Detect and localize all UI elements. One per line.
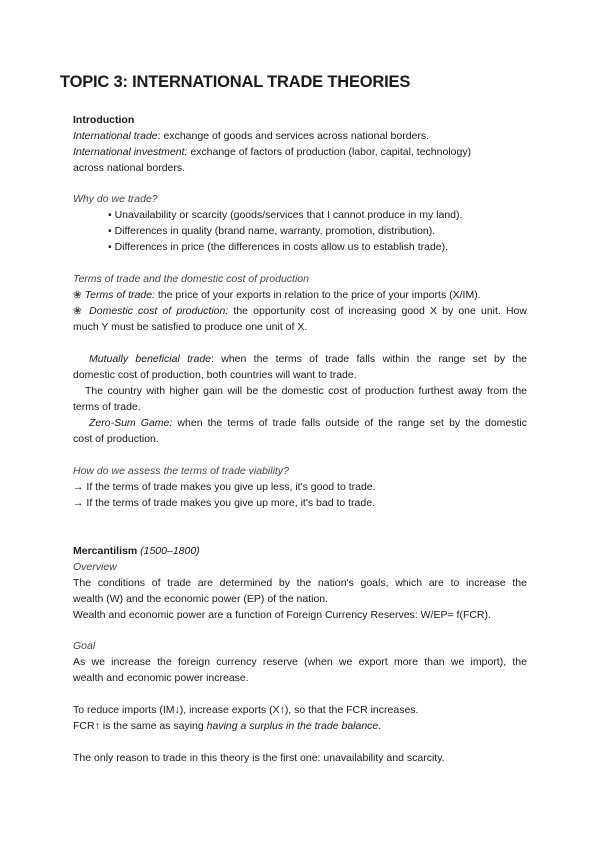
dcp-term: Domestic cost of production: xyxy=(89,305,229,317)
dcp-line xyxy=(73,305,527,318)
mercantilism-heading xyxy=(73,545,200,558)
why-bullet-2: • Differences in quality (brand name, warranty, promotion, distribution). xyxy=(108,225,436,237)
fcr-suffix: . xyxy=(378,720,382,732)
gain-line-2: terms of trade. xyxy=(73,401,141,413)
zero-sum-line-2: cost of production. xyxy=(73,433,159,445)
flower-bullet-icon: ❀ xyxy=(73,289,82,301)
investment-term: International investment: xyxy=(73,146,188,158)
overview-label: Overview xyxy=(73,561,117,573)
mercantilism-period: (1500–1800) xyxy=(137,545,200,557)
only-reason-line: The only reason to trade in this theory is the first one: unavailability and scarcity. xyxy=(73,752,445,764)
goal-label: Goal xyxy=(73,640,96,652)
tot-term: Terms of trade: xyxy=(84,289,155,301)
overview-line-1: The conditions of trade are determined by the nation's goals, which are to increase the xyxy=(73,577,527,589)
trade-definition: : exchange of goods and services across national borders. xyxy=(157,130,430,142)
investment-definition: exchange of factors of production (labor, capital, technology) xyxy=(187,146,472,158)
mutually-beneficial-line xyxy=(89,353,527,366)
fcr-italic: having a surplus in the trade balance xyxy=(206,720,379,732)
goal-line-1: As we increase the foreign currency reserve (when we export more than we import), the xyxy=(73,656,527,668)
flower-bullet-icon: ❀ xyxy=(73,305,85,317)
overview-line-2: wealth (W) and the economic power (EP) of the nation. xyxy=(73,593,329,605)
fcr-prefix: FCR↑ is the same as saying xyxy=(73,720,207,732)
zs-definition: when the terms of trade falls outside of the range set by the domestic xyxy=(172,417,527,429)
dcp-line-2: much Y must be satisfied to produce one unit of X. xyxy=(73,321,308,333)
reduce-imports-line: To reduce imports (IM↓), increase exports (X↑), so that the FCR increases. xyxy=(73,704,419,716)
fcr-line xyxy=(73,720,381,733)
intro-investment-line-2: across national borders. xyxy=(73,162,186,174)
intro-trade-line xyxy=(73,130,429,143)
why-heading: Why do we trade? xyxy=(73,193,158,205)
mb-term: Mutually beneficial trade xyxy=(89,353,212,365)
why-bullet-3: • Differences in price (the differences in costs allow us to establish trade). xyxy=(108,241,449,253)
intro-heading: Introduction xyxy=(73,114,135,126)
assess-heading: How do we assess the terms of trade viability? xyxy=(73,465,289,477)
zs-term: Zero-Sum Game: xyxy=(89,417,173,429)
tot-line xyxy=(73,289,481,302)
overview-line-3: Wealth and economic power are a function of Foreign Currency Reserves: W/EP= f(FCR). xyxy=(73,609,491,621)
gain-line: The country with higher gain will be the domestic cost of production furthest away from the xyxy=(85,385,527,397)
assess-line-1: → If the terms of trade makes you give up less, it's good to trade. xyxy=(73,481,376,493)
mb-definition: : when the terms of trade falls within the range set by the xyxy=(211,353,527,365)
goal-line-2: wealth and economic power increase. xyxy=(73,672,249,684)
trade-term: International trade xyxy=(73,130,158,142)
zero-sum-line xyxy=(89,417,527,430)
page-title: TOPIC 3: INTERNATIONAL TRADE THEORIES xyxy=(60,73,411,91)
why-bullet-1: • Unavailability or scarcity (goods/services that I cannot produce in my land). xyxy=(108,209,463,221)
mutually-beneficial-line-2: domestic cost of production, both countries will want to trade. xyxy=(73,369,357,381)
intro-investment-line xyxy=(73,146,471,159)
tot-definition: the price of your exports in relation to the price of your imports (X/IM). xyxy=(154,289,481,301)
assess-line-2: → If the terms of trade makes you give up more, it's bad to trade. xyxy=(73,497,375,509)
mercantilism-title: Mercantilism xyxy=(73,545,138,557)
dcp-definition: the opportunity cost of increasing good X by one unit. How xyxy=(228,305,527,317)
tot-heading: Terms of trade and the domestic cost of production xyxy=(73,273,309,285)
